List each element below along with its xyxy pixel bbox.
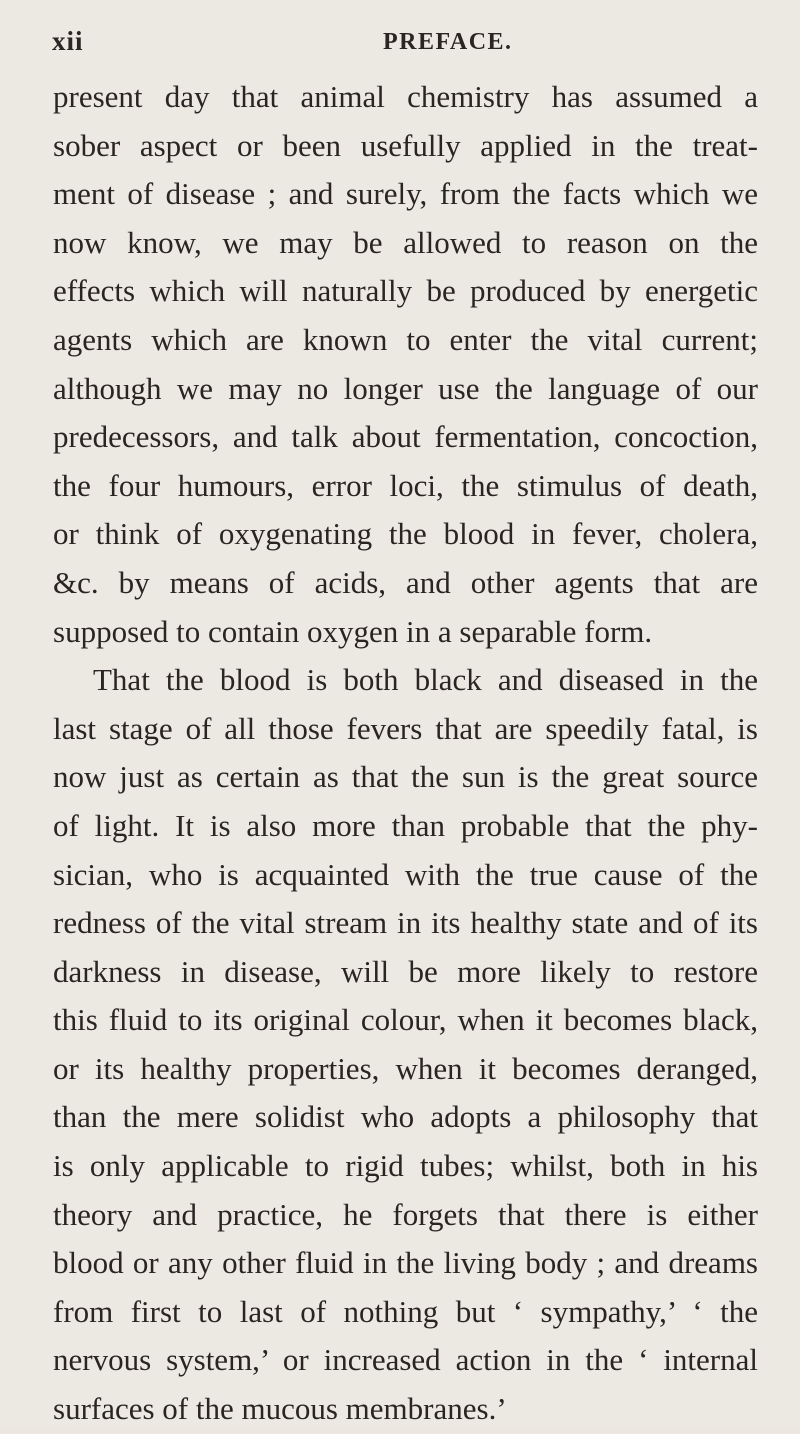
text-line: redness of the vital stream in its healthy state and of its	[53, 905, 758, 941]
text-line: sician, who is acquainted with the true cause of the	[53, 856, 758, 892]
text-line: from first to last of nothing but ‘ sympathy,’ ‘ the	[53, 1293, 758, 1329]
text-line: last stage of all those fevers that are speedily fatal, is	[53, 710, 758, 746]
text-line: now just as certain as that the sun is the great source	[53, 759, 758, 795]
page-number: xii	[52, 26, 84, 56]
text-line: sober aspect or been usefully applied in the treat-	[53, 127, 758, 163]
text-line: agents which are known to enter the vital current;	[53, 321, 758, 357]
text-line: is only applicable to rigid tubes; whilst, both in his	[53, 1148, 758, 1184]
text-line: this fluid to its original colour, when it becomes black,	[53, 1002, 758, 1038]
text-line: ment of disease ; and surely, from the facts which we	[53, 176, 758, 212]
running-head: PREFACE.	[383, 29, 513, 55]
body-text	[53, 73, 758, 1434]
text-line: or think of oxygenating the blood in fever, cholera,	[53, 516, 758, 552]
text-line: &c. by means of acids, and other agents that are	[53, 564, 758, 600]
text-line: of light. It is also more than probable that the phy-	[53, 807, 758, 843]
text-line: theory and practice, he forgets that there is either	[53, 1196, 758, 1232]
paragraph-first-line: That the blood is both black and diseased in the	[93, 662, 758, 698]
text-line: nervous system,’ or increased action in the ‘ internal	[53, 1342, 758, 1378]
text-line: predecessors, and talk about fermentation, concoction,	[53, 419, 758, 455]
text-line: darkness in disease, will be more likely to restore	[53, 953, 758, 989]
text-line: supposed to contain oxygen in a separable form.	[53, 613, 653, 649]
text-line: the four humours, error loci, the stimulus of death,	[53, 467, 758, 503]
text-line: surfaces of the mucous membranes.’	[53, 1391, 507, 1427]
text-line: effects which will naturally be produced by energetic	[53, 273, 758, 309]
page-header	[52, 14, 752, 54]
text-line: than the mere solidist who adopts a philosophy that	[53, 1099, 758, 1135]
text-line: although we may no longer use the language of our	[53, 370, 758, 406]
text-line: present day that animal chemistry has assumed a	[53, 79, 758, 114]
text-line: or its healthy properties, when it becomes deranged,	[53, 1050, 758, 1086]
text-line: now know, we may be allowed to reason on the	[53, 224, 758, 260]
text-line: blood or any other fluid in the living body ; and dreams	[53, 1245, 758, 1281]
